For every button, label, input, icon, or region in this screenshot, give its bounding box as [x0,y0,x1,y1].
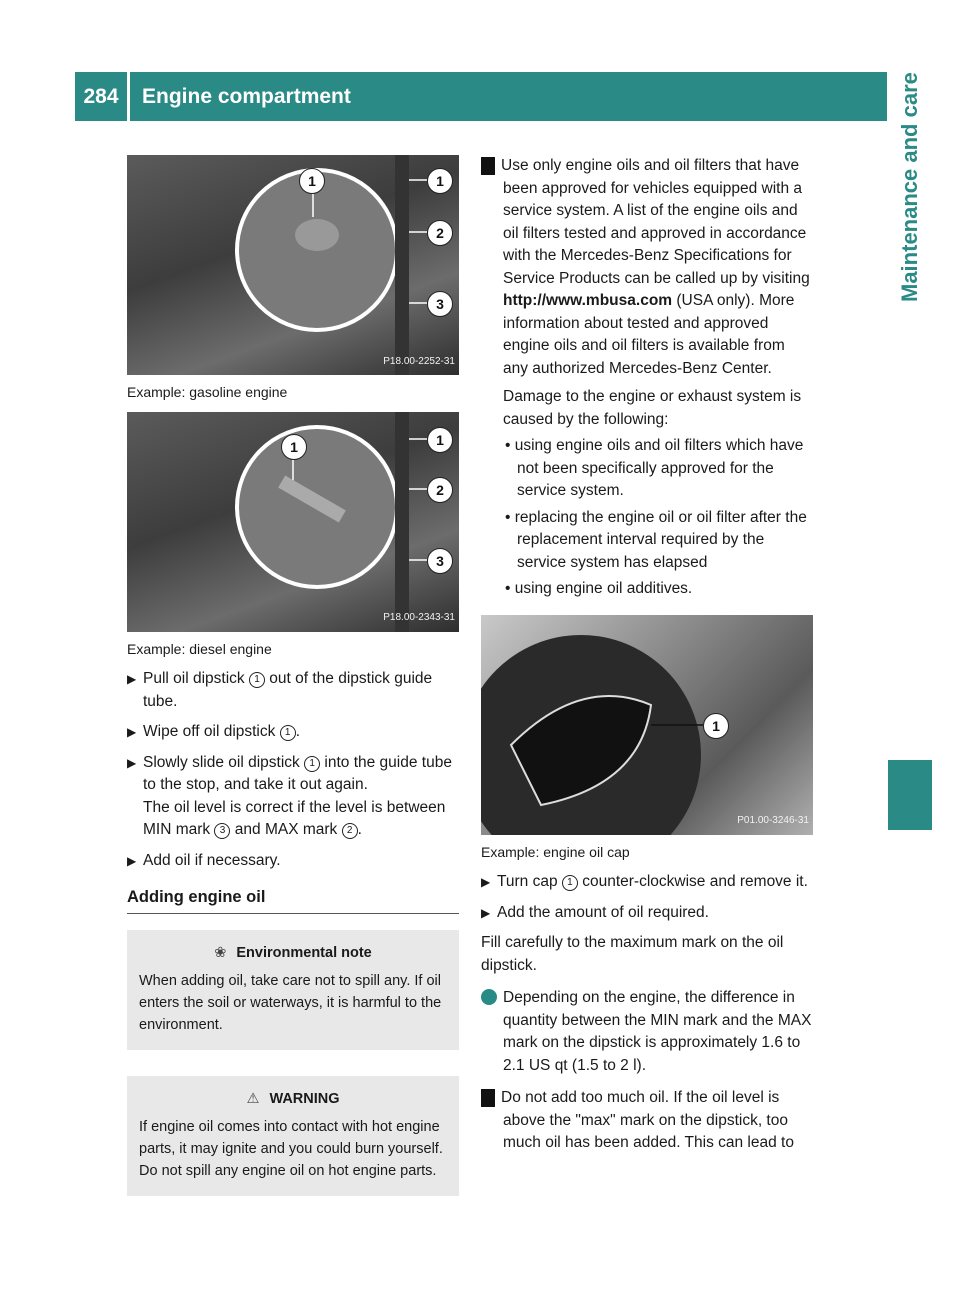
section-heading: Adding engine oil [127,886,459,914]
bullet-glyph: • [505,437,515,454]
result-text: The oil level is correct if the level is between MIN mark [143,798,446,838]
note-header [139,942,447,964]
side-tab-marker [888,760,932,830]
caution-note [474,1087,813,1155]
bullet-glyph: • [505,508,515,526]
step-text: Pull oil dipstick [143,670,249,687]
step-text: Slowly slide oil dipstick [143,753,305,771]
step-result [127,797,459,842]
note-text: (USA only). More information about tested and approved engine oils and oil filters is available from any authorized Mercedes-Benz Center. [503,292,795,377]
figure-caption: Example: gasoline engine [127,384,288,400]
oil-cap-photo [481,615,813,835]
warning-header [139,1088,447,1110]
callout-1: 1 [703,713,729,739]
warning-text: If engine oil comes into contact with hot engine parts, it may ignite and you could burn yourself. Do not spill any engine oil on hot engine parts. [139,1118,443,1179]
figure-caption: Example: diesel engine [127,640,272,657]
callout-2: 2 [427,477,453,503]
instruction-step [127,850,459,873]
exclamation-icon: ! [481,1089,495,1107]
list-item-text: using engine oil additives. [514,580,693,597]
instruction-step [127,668,459,713]
figure-code: P18.00-2252-31 [383,355,455,367]
page-number: 284 [83,84,119,108]
leaf-icon: ❀ [214,944,227,961]
callout-ref: 1 [280,725,296,741]
gasoline-engine-photo [127,155,459,375]
step-text: into the guide tube to the stop, and take it out again. [143,753,452,793]
step-text: counter-clockwise and remove it. [577,873,808,890]
warning-box [127,1076,459,1196]
step-text: out of the dipstick guide tube. [143,670,433,710]
step-arrow-icon: ▶ [127,725,137,739]
caution-note [474,155,813,380]
figure-caption: Example: engine oil cap [481,843,630,860]
figure-code: P18.00-2343-31 [383,612,455,623]
page-title: Engine compartment [142,84,351,108]
bullet-glyph: • [505,580,515,597]
step-arrow-icon: ▶ [127,672,137,686]
engine-illustration [127,155,459,375]
instruction-step [127,721,459,744]
right-column [474,155,813,1155]
callout-3: 3 [427,291,453,317]
mbusa-link[interactable]: http://www.mbusa.com [503,292,673,309]
fill-instruction: Fill carefully to the maximum mark on the oil dipstick. [481,934,784,974]
instruction-step [481,871,813,894]
figure-code: P01.00-3246-31 [737,815,809,826]
step-text: Add the amount of oil required. [497,903,709,921]
callout-ref: 2 [342,823,358,839]
callout-1: 1 [281,434,307,460]
step-text: . [295,723,300,740]
note-text: Use only engine oils and oil filters that have been approved for vehicles equipped with a service system. A list of the engine oils and oil filters tested and approved in accordance with the Mercedes-Benz Specifications for Service Products can be called up by visiting [501,157,810,287]
step-text: Wipe off oil dipstick [143,723,280,740]
list-item-text: using engine oils and oil filters which have not been specifically approved for the service system. [514,437,804,499]
callout-2: 2 [427,220,453,246]
exclamation-icon: ! [481,157,495,175]
note-text: Do not add too much oil. If the oil level is above the "max" mark on the dipstick, too much oil has been added. This can lead to [501,1089,794,1151]
step-arrow-icon: ▶ [127,853,137,868]
callout-ref: 1 [562,875,578,891]
callout-1: 1 [427,427,453,453]
list-item [481,507,813,575]
environmental-note [127,930,459,1050]
damage-intro: Damage to the engine or exhaust system is caused by the following: [503,388,802,428]
warning-triangle-icon: ⚠ [246,1090,260,1107]
callout-ref: 1 [304,756,320,772]
step-arrow-icon: ▶ [127,755,137,770]
info-text: Depending on the engine, the difference in quantity between the MIN mark and the MAX mark on the dipstick is approximately 1.6 to 2.1 US qt (1.5 to 2 l). [503,989,812,1074]
instruction-step [127,752,459,797]
left-column [127,155,459,1196]
side-tab-label: Maintenance and care [897,72,922,302]
callout-ref: 3 [214,823,230,839]
list-item [481,435,813,503]
step-arrow-icon: ▶ [481,875,491,889]
list-item [481,578,813,601]
instruction-step [481,902,813,925]
result-text: and MAX mark [230,821,342,838]
callout-3: 3 [427,548,453,574]
info-icon: i [481,989,497,1005]
page-header [75,72,887,121]
note-text: When adding oil, take care not to spill any. If oil enters the soil or waterways, it is harmful to the environment. [139,972,442,1033]
step-text: Turn cap [497,873,562,890]
step-arrow-icon: ▶ [481,905,491,920]
callout-ref: 1 [249,672,265,688]
callout-1: 1 [427,168,453,194]
diesel-engine-photo [127,412,459,632]
info-note [476,987,813,1077]
result-text: . [357,821,362,838]
step-text: Add oil if necessary. [143,851,281,869]
warning-title: WARNING [269,1090,340,1107]
list-item-text: replacing the engine oil or oil filter after the replacement interval required by the service system has elapsed [514,508,807,571]
oil-cap-illustration [481,615,813,835]
callout-1: 1 [299,168,325,194]
note-title: Environmental note [236,944,372,961]
